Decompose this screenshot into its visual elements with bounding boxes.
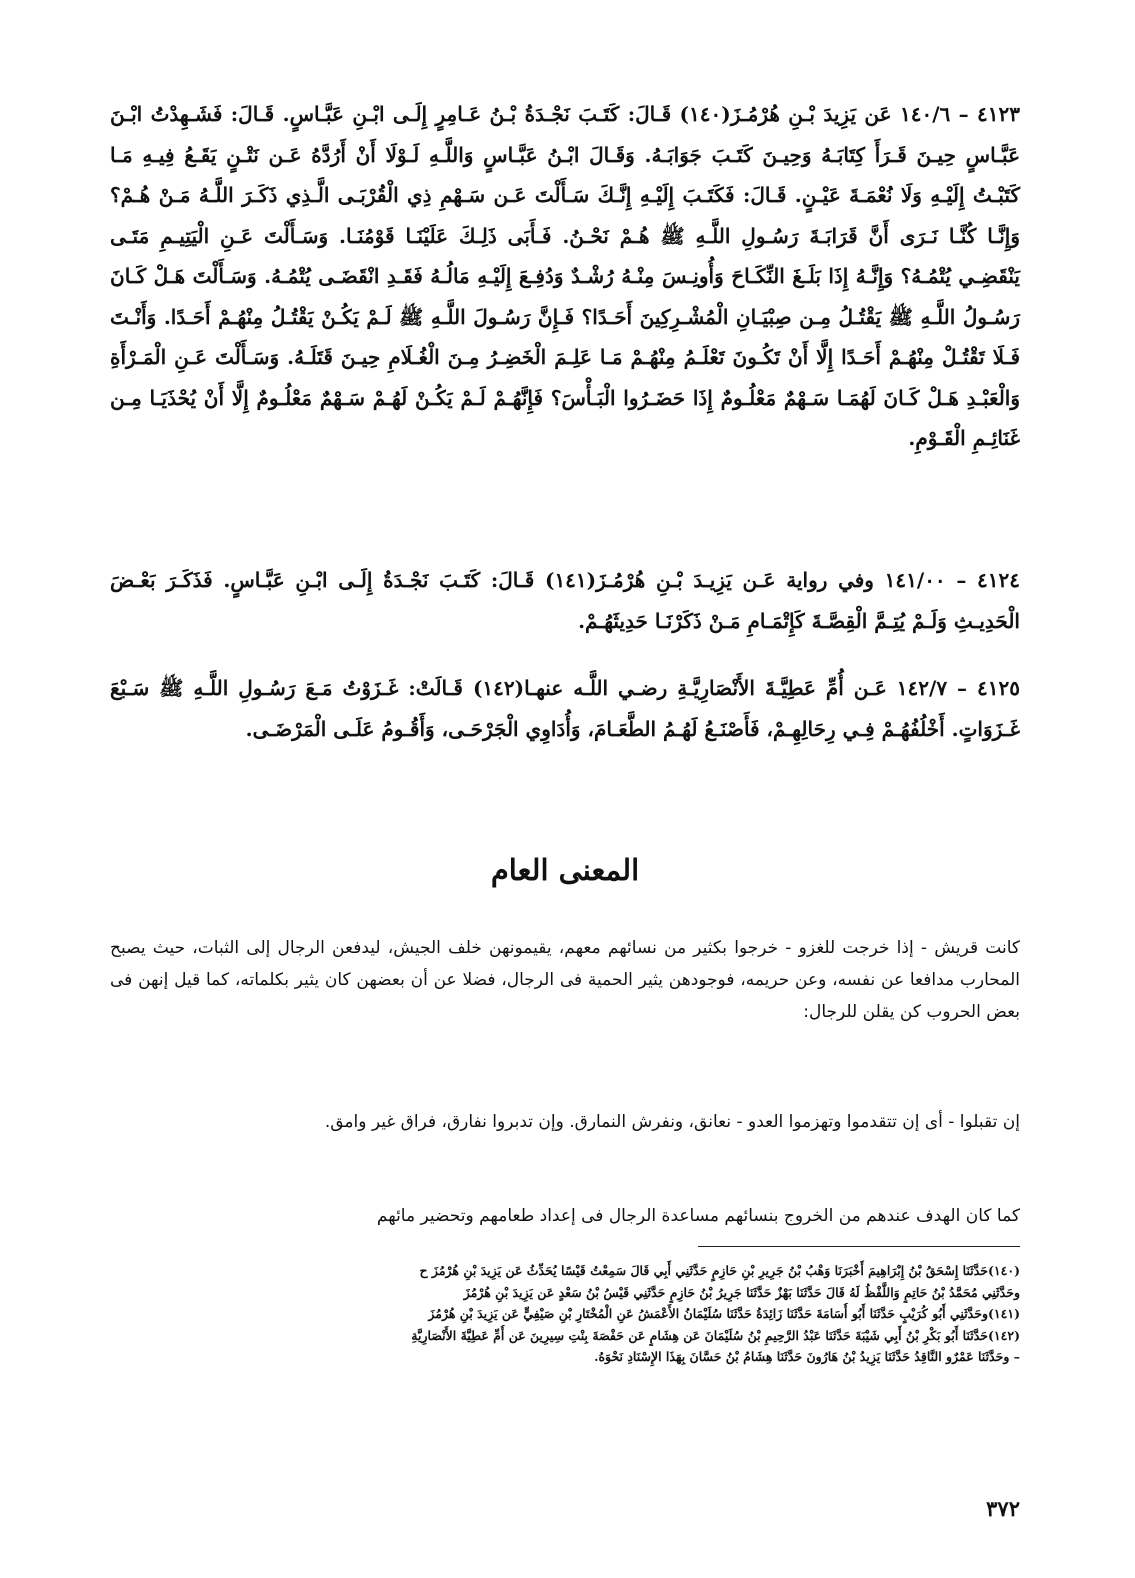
hadith-number: ٤١٢٣ bbox=[977, 102, 1021, 126]
footnote-140-line-1: (١٤٠)حَدَّثَنَا إِسْحَقُ بْنُ إِبْرَاهِيمَ أَخْبَرَنَا وَهْبُ بْنُ جَرِيرِ بْنِ حَازِمٍ حَدَّثَنِي أَبِي قَالَ سَمِعْتُ قَيْسًا يُحَدِّثُ عَن يَزِيدَ بْنِ هُرْمُزَ ح bbox=[419, 1263, 1020, 1278]
section-heading: المعنى العام bbox=[490, 853, 640, 887]
hadith-text: عَن يَزِيدَ بْـنِ هُرْمُـزَ(١٤٠) قَـالَ: كَتَـبَ نَجْـدَةُ بْـنُ عَـامِرٍ إِلَـى ابْـنِ عَبَّـاسٍ. قَـالَ: فَشَـهِدْتُ ابْـنَ عَبَّـاسٍ حِيـنَ قَـرَأَ كِتَابَـهُ وَحِيـنَ كَتَـبَ جَوَابَـهُ. وَقَـالَ ابْـنُ عَبَّـاسٍ وَاللَّـهِ لَـوْلَا أَنْ أَرُدَّهُ عَـن نَتْـنٍ يَقَـعُ فِيـهِ مَـا كَتَبْـتُ إِلَيْـهِ وَلَا نُعْمَـةَ عَيْـنٍ. قَـالَ: فَكَتَـبَ إِلَيْـهِ إِنَّـكَ سَـأَلْتَ عَـن سَـهْمِ ذِي الْقُرْبَـى الَّـذِي ذَكَـرَ اللَّـهُ مَـنْ هُـمْ؟ وَإِنَّـا كُنَّـا نَـرَى أَنَّ قَرَابَـةَ رَسُـولِ اللَّـهِ ﷺ هُـمْ نَحْـنُ. فَـأَبَى ذَلِـكَ عَلَيْنَـا قَوْمُنَـا. وَسَـأَلْتَ عَـنِ الْيَتِيـمِ مَتَـى يَنْقَضِـي يُتْمُـهُ؟ وَإِنَّـهُ إِذَا بَلَـغَ النِّكَـاحَ وَأُونِـسَ مِنْـهُ رُشْـدٌ وَدُفِـعَ إِلَيْـهِ مَالُـهُ فَقَـدِ انْقَضَـى يُتْمُـهُ. وَسَـأَلْتَ هَـلْ كَـانَ رَسُـولُ اللَّـهِ ﷺ يَقْتُـلُ مِـن صِبْيَـانِ الْمُشْـرِكِينَ أَحَـدًا؟ فَـإِنَّ رَسُـولَ اللَّـهِ ﷺ لَـمْ يَكُـنْ يَقْتُـلُ مِنْهُـمْ أَحَـدًا. وَأَنْـتَ فَـلَا تَقْتُـلْ مِنْهُـمْ أَحَـدًا إِلَّا أَنْ تَكُـونَ تَعْلَـمُ مِنْهُـمْ مَـا عَلِـمَ الْخَضِـرُ مِـنَ الْغُـلَامِ حِيـنَ قَتَلَـهُ. وَسَـأَلْتَ عَـنِ الْمَـرْأَةِ وَالْعَبْـدِ هَـلْ كَـانَ لَهُمَـا سَـهْمٌ مَعْلُـومٌ إِذَا حَضَـرُوا الْبَـأْسَ؟ فَإِنَّهُـمْ لَـمْ يَكُـنْ لَهُـمْ سَـهْمٌ مَعْلُـومٌ إِلَّا أَنْ يُحْذَيَـا مِـن غَنَائِـمِ الْقَـوْمِ. bbox=[110, 102, 1020, 450]
footnote-divider bbox=[698, 1246, 1020, 1247]
hadith-4124: ٤١٢٤ – ١٤١/٠٠ وفي رواية عَـن يَزِيـدَ بْـنِ هُرْمُـزَ(١٤١) قَـالَ: كَتَـبَ نَجْـدَةُ إِلَـى ابْـنِ عَبَّـاسٍ. فَذَكَـرَ بَعْـضَ الْحَدِيـثِ وَلَـمْ يُتِـمَّ الْقِصَّـةَ كَإِتْمَـامِ مَـنْ ذَكَرْنَـا حَدِيثَهُـمْ. bbox=[110, 568, 1020, 633]
hadith-number: ٤١٢٥ bbox=[977, 676, 1020, 700]
hadith-text: وفي رواية عَـن يَزِيـدَ بْـنِ هُرْمُـزَ(١٤١) قَـالَ: كَتَـبَ نَجْـدَةُ إِلَـى ابْـنِ عَبَّـاسٍ. فَذَكَـرَ بَعْـضَ الْحَدِيـثِ وَلَـمْ يُتِـمَّ الْقِصَّـةَ كَإِتْمَـامِ مَـنْ ذَكَرْنَـا حَدِيثَهُـمْ. bbox=[110, 568, 1020, 633]
hadith-text: عَـن أُمِّ عَطِيَّـةَ الأَنْصَارِيَّـةِ رضـي اللَّـه عنهـا(١٤٢) قَـالَتْ: غَـزَوْتُ مَـعَ رَسُـولِ اللَّـهِ ﷺ سَـبْعَ غَـزَوَاتٍ. أَخْلُفُهُـمْ فِـي رِحَالِهِـمْ، فَأَصْنَـعُ لَهُـمُ الطَّعَـامَ، وَأُدَاوِي الْجَرْحَـى، وَأَقُـومُ عَلَـى الْمَرْضَـى. bbox=[110, 676, 1020, 741]
hadith-4123: ٤١٢٣ – ١٤٠/٦ عَن يَزِيدَ بْـنِ هُرْمُـزَ(١٤٠) قَـالَ: كَتَـبَ نَجْـدَةُ بْـنُ عَـامِرٍ إِلَـى ابْـنِ عَبَّـاسٍ. قَـالَ: فَشَـهِدْتُ ابْـنَ عَبَّـاسٍ حِيـنَ قَـرَأَ كِتَابَـهُ وَحِيـنَ كَتَـبَ جَوَابَـهُ. وَقَـالَ ابْـنُ عَبَّـاسٍ وَاللَّـهِ لَـوْلَا أَنْ أَرُدَّهُ عَـن نَتْـنٍ يَقَـعُ فِيـهِ مَـا كَتَبْـتُ إِلَيْـهِ وَلَا نُعْمَـةَ عَيْـنٍ. قَـالَ: فَكَتَـبَ إِلَيْـهِ إِنَّـكَ سَـأَلْتَ عَـن سَـهْمِ ذِي الْقُرْبَـى الَّـذِي ذَكَـرَ اللَّـهُ مَـنْ هُـمْ؟ وَإِنَّـا كُنَّـا نَـرَى أَنَّ قَرَابَـةَ رَسُـولِ اللَّـهِ ﷺ هُـمْ نَحْـنُ. فَـأَبَى ذَلِـكَ عَلَيْنَـا قَوْمُنَـا. وَسَـأَلْتَ عَـنِ الْيَتِيـمِ مَتَـى يَنْقَضِـي يُتْمُـهُ؟ وَإِنَّـهُ إِذَا بَلَـغَ النِّكَـاحَ وَأُونِـسَ مِنْـهُ رُشْـدٌ وَدُفِـعَ إِلَيْـهِ مَالُـهُ فَقَـدِ انْقَضَـى يُتْمُـهُ. وَسَـأَلْتَ هَـلْ كَـانَ رَسُـولُ اللَّـهِ ﷺ يَقْتُـلُ مِـن صِبْيَـانِ الْمُشْـرِكِينَ أَحَـدًا؟ فَـإِنَّ رَسُـولَ اللَّـهِ ﷺ لَـمْ يَكُـنْ يَقْتُـلُ مِنْهُـمْ أَحَـدًا. وَأَنْـتَ فَـلَا تَقْتُـلْ مِنْهُـمْ أَحَـدًا إِلَّا أَنْ تَكُـونَ تَعْلَـمُ مِنْهُـمْ مَـا عَلِـمَ الْخَضِـرُ مِـنَ الْغُـلَامِ حِيـنَ قَتَلَـهُ. وَسَـأَلْتَ عَـنِ الْمَـرْأَةِ وَالْعَبْـدِ هَـلْ كَـانَ لَهُمَـا سَـهْمٌ مَعْلُـومٌ إِذَا حَضَـرُوا الْبَـأْسَ؟ فَإِنَّهُـمْ لَـمْ يَكُـنْ لَهُـمْ سَـهْمٌ مَعْلُـومٌ إِلَّا أَنْ يُحْذَيَـا مِـن غَنَائِـمِ الْقَـوْمِ. bbox=[110, 102, 1021, 450]
hadith-marker: ١٤١/٠٠ bbox=[884, 568, 946, 592]
footnote-141: (١٤١)وحَدَّثَنِي أَبُو كُرَيْبٍ حَدَّثَنَا أَبُو أُسَامَةَ حَدَّثَنَا زَائِدَةُ حَدَّثَنَا سُلَيْمَانُ الأَعْمَشُ عَنِ الْمُخْتَارِ بْنِ صَيْفِيٍّ عَن يَزِيدَ بْنِ هُرْمُزَ bbox=[428, 1306, 1020, 1321]
commentary-paragraph-2: إن تقبلوا - أى إن تتقدموا وتهزموا العدو - نعانق، ونفرش النمارق. وإن تدبروا نفارق، فراق غير وامق. bbox=[324, 1112, 1020, 1132]
hadith-number: ٤١٢٤ bbox=[977, 568, 1020, 592]
commentary-paragraph-3: كما كان الهدف عندهم من الخروج بنسائهم مساعدة الرجال فى إعداد طعامهم وتحضير مائهم bbox=[376, 1206, 1020, 1226]
footnote-140-line-2: وحَدَّثَنِي مُحَمَّدُ بْنُ حَاتِمٍ وَاللَّفْظُ لَهُ قَالَ حَدَّثَنَا بَهْزٌ حَدَّثَنَا جَرِيرُ بْنُ حَازِمٍ حَدَّثَنِي قَيْسُ بْنُ سَعْدٍ عَن يَزِيدَ بْنِ هُرْمُزَ bbox=[463, 1284, 1020, 1300]
hadith-marker: ١٤٢/٧ bbox=[896, 676, 948, 700]
footnote-142-line-1: (١٤٢)حَدَّثَنَا أَبُو بَكْرِ بْنُ أَبِي شَيْبَةَ حَدَّثَنَا عَبْدُ الرَّحِيمِ بْنُ سُلَيْمَانَ عَن هِشَامٍ عَن حَفْصَةَ بِنْتِ سِيرِينَ عَن أُمِّ عَطِيَّةَ الأَنْصَارِيَّةِ bbox=[411, 1327, 1020, 1343]
footnotes bbox=[110, 1260, 1020, 1368]
hadith-4125: ٤١٢٥ – ١٤٢/٧ عَـن أُمِّ عَطِيَّـةَ الأَنْصَارِيَّـةِ رضـي اللَّـه عنهـا(١٤٢) قَـالَتْ: غَـزَوْتُ مَـعَ رَسُـولِ اللَّـهِ ﷺ سَـبْعَ غَـزَوَاتٍ. أَخْلُفُهُـمْ فِـي رِحَالِهِـمْ، فَأَصْنَـعُ لَهُـمُ الطَّعَـامَ، وَأُدَاوِي الْجَرْحَـى، وَأَقُـومُ عَلَـى الْمَرْضَـى. bbox=[110, 676, 1020, 741]
footnote-142-line-2: – وحَدَّثَنَا عَمْرٌو النَّاقِدُ حَدَّثَنَا يَزِيدُ بْنُ هَارُونَ حَدَّثَنَا هِشَامُ بْنُ حَسَّانَ بِهَذَا الإِسْنَادِ نَحْوَهُ. bbox=[594, 1349, 1020, 1364]
commentary-paragraph-1: كانت قريش - إذا خرجت للغزو - خرجوا بكثير من نسائهم معهم، يقيمونهن خلف الجيش، ليدفعن الرجال إلى الثبات، حيث يصبح المحارب مدافعا عن نفسه، وعن حريمه، فوجودهن يثير الحمية فى الرجال، فضلا عن أن بعضهن كان يثير بكلماته، كما قيل إنهن فى بعض الحروب كن يقلن للرجال: bbox=[110, 938, 1020, 1022]
page-number: ٣٧٢ bbox=[986, 1496, 1020, 1521]
hadith-marker: ١٤٠/٦ bbox=[899, 102, 951, 126]
